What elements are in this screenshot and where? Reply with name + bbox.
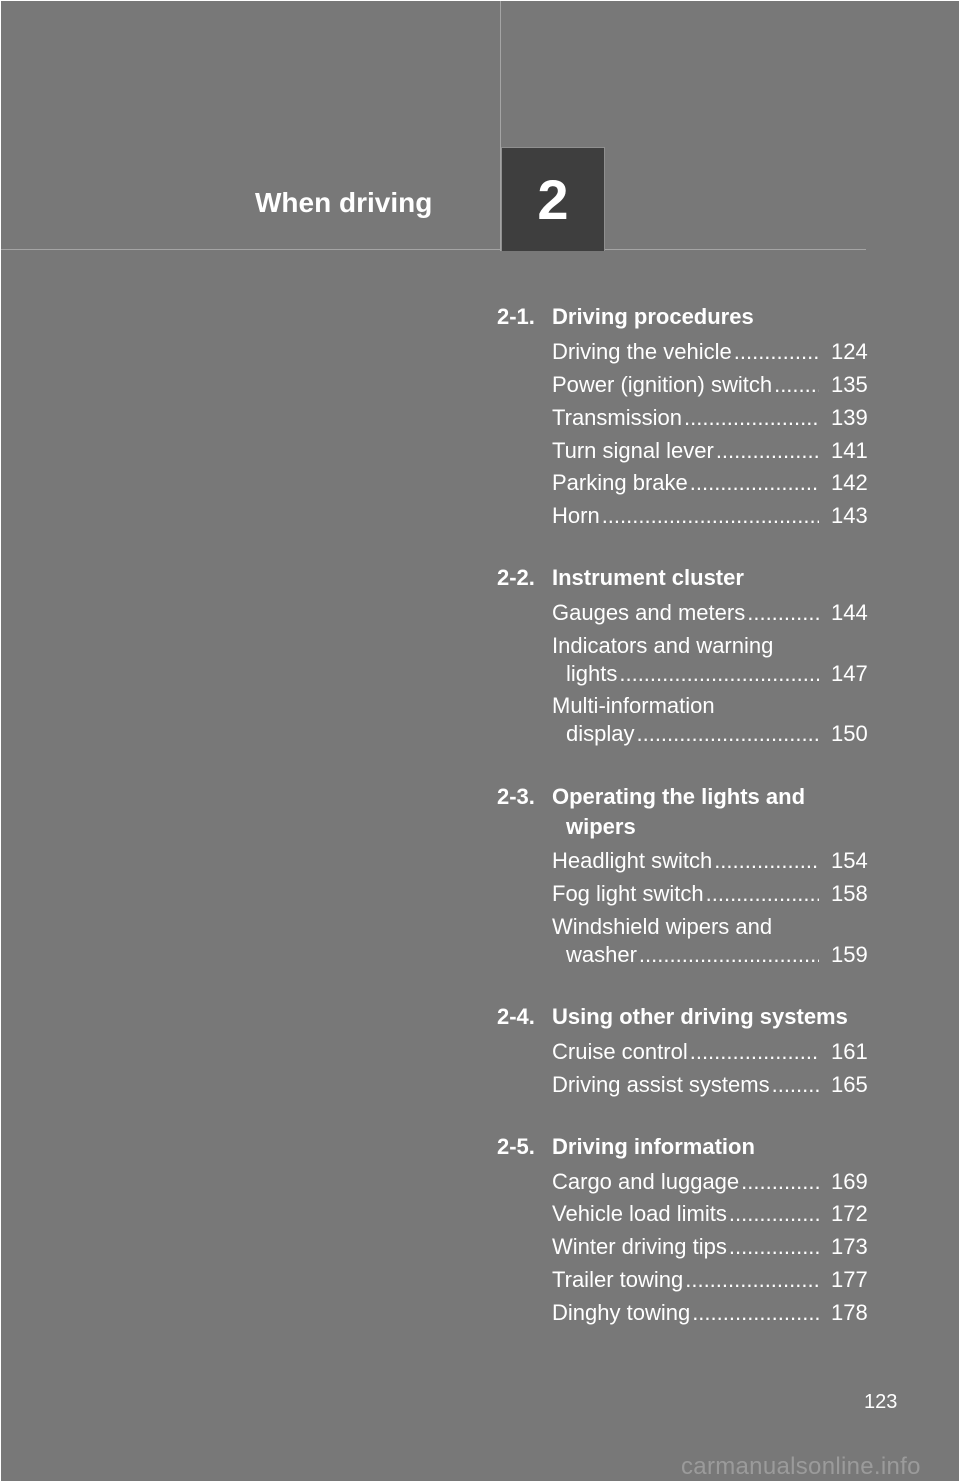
toc-page-number: 159 — [831, 942, 868, 967]
section-title[interactable]: Driving procedures — [552, 304, 754, 329]
toc-page-number: 165 — [831, 1072, 868, 1097]
section-number: 2-5. — [497, 1134, 535, 1159]
section-title[interactable]: Operating the lights and — [552, 784, 806, 809]
toc-page-number: 158 — [831, 881, 868, 906]
toc-page-number: 139 — [831, 405, 868, 430]
toc-page-number: 154 — [831, 848, 868, 873]
toc-entry[interactable]: Vehicle load limits ..... — [552, 1201, 819, 1227]
section-title-line2[interactable]: wipers — [566, 814, 636, 839]
section-title[interactable]: Driving information — [552, 1134, 755, 1159]
toc-entry[interactable]: Winter driving tips ..... — [552, 1234, 819, 1260]
toc-page-number: 147 — [831, 661, 868, 686]
section-number: 2-4. — [497, 1004, 535, 1029]
toc-entry[interactable]: Transmission ..... — [552, 405, 819, 431]
manual-page — [1, 1, 959, 1481]
section-title[interactable]: Using other driving systems — [552, 1004, 848, 1029]
section-number: 2-2. — [497, 565, 535, 590]
toc-entry[interactable]: Dinghy towing ..... — [552, 1300, 819, 1326]
toc-entry[interactable]: washer ..... — [566, 942, 819, 968]
toc-entry[interactable]: Driving the vehicle ..... — [552, 339, 819, 365]
section-title[interactable]: Instrument cluster — [552, 565, 744, 590]
toc-entry[interactable]: Gauges and meters ..... — [552, 600, 819, 626]
toc-entry[interactable]: Cargo and luggage ..... — [552, 1169, 819, 1195]
section-number: 2-3. — [497, 784, 535, 809]
divider-horizontal-left — [1, 249, 500, 250]
toc-page-number: 169 — [831, 1169, 868, 1194]
toc-entry[interactable]: Driving assist systems ..... — [552, 1072, 819, 1098]
section-number: 2-1. — [497, 304, 535, 329]
toc-page-number: 135 — [831, 372, 868, 397]
toc-page-number: 143 — [831, 503, 868, 528]
divider-horizontal-right — [604, 249, 866, 250]
toc-page-number: 141 — [831, 438, 868, 463]
watermark: carmanualsonline.info — [681, 1453, 921, 1480]
toc-page-number: 142 — [831, 470, 868, 495]
toc-entry-line1[interactable]: Windshield wipers and — [552, 914, 773, 939]
chapter-number-box — [501, 147, 605, 251]
toc-entry[interactable]: Headlight switch ..... — [552, 848, 819, 874]
toc-entry-line1[interactable]: Indicators and warning — [552, 633, 774, 658]
toc-entry[interactable]: Turn signal lever ..... — [552, 438, 819, 464]
toc-page-number: 177 — [831, 1267, 868, 1292]
page-number: 123 — [864, 1391, 898, 1413]
toc-page-number: 172 — [831, 1201, 868, 1226]
toc-page-number: 178 — [831, 1300, 868, 1325]
toc-entry[interactable]: Cruise control ..... — [552, 1039, 819, 1065]
toc-entry[interactable]: Horn ..... — [552, 503, 819, 529]
toc-entry[interactable]: Fog light switch ..... — [552, 881, 819, 907]
toc-entry[interactable]: display ..... — [566, 721, 819, 747]
toc-entry[interactable]: Parking brake ..... — [552, 470, 819, 496]
toc-entry[interactable]: Trailer towing ..... — [552, 1267, 819, 1293]
toc-page-number: 173 — [831, 1234, 868, 1259]
toc-page-number: 161 — [831, 1039, 868, 1064]
toc-entry[interactable]: Power (ignition) switch ..... — [552, 372, 819, 398]
toc-page-number: 124 — [831, 339, 868, 364]
chapter-number: 2 — [537, 168, 569, 231]
toc-page-number: 150 — [831, 721, 868, 746]
toc-entry[interactable]: lights ..... — [566, 661, 819, 687]
toc-page-number: 144 — [831, 600, 868, 625]
chapter-title: When driving — [255, 187, 433, 218]
toc-entry-line1[interactable]: Multi-information — [552, 693, 715, 718]
